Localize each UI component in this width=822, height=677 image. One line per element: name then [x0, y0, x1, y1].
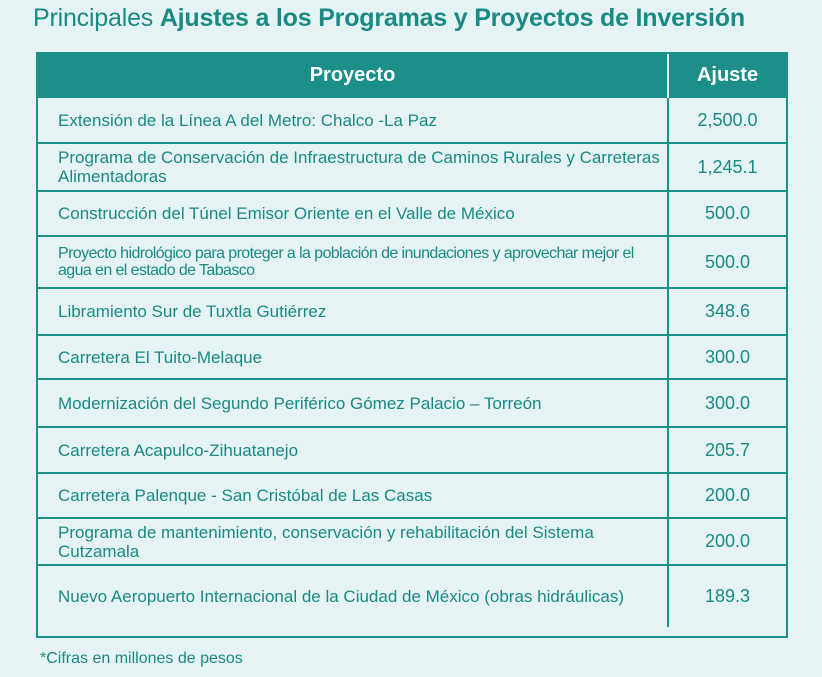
table-row [38, 97, 786, 143]
project-adjustment: 1,245.1 [668, 143, 786, 191]
project-name: Libramiento Sur de Tuxtla Gutiérrez [38, 288, 668, 335]
table-header-row [38, 54, 786, 97]
table-row [38, 143, 786, 191]
project-adjustment: 205.7 [668, 427, 786, 473]
project-name: Carretera Acapulco-Zihuatanejo [38, 427, 668, 473]
project-name: Proyecto hidrológico para proteger a la población de inundaciones y aprovechar mejor el agua en el estado de Tabasco [38, 236, 668, 288]
table-row [38, 427, 786, 473]
project-adjustment: 348.6 [668, 288, 786, 335]
table-row [38, 379, 786, 427]
title-bold: Ajustes a los Programas y Proyectos de Inversión [159, 4, 745, 32]
project-adjustment: 2,500.0 [668, 97, 786, 143]
project-name: Carretera Palenque - San Cristóbal de Las Casas [38, 473, 668, 518]
table-row [38, 335, 786, 379]
project-name: Programa de Conservación de Infraestructura de Caminos Rurales y Carreteras Alimentadoras [38, 143, 668, 191]
header-project: Proyecto [38, 54, 668, 97]
table-row [38, 518, 786, 565]
project-adjustment: 300.0 [668, 379, 786, 427]
project-adjustment: 200.0 [668, 518, 786, 565]
table-row [38, 236, 786, 288]
project-name: Modernización del Segundo Periférico Gómez Palacio – Torreón [38, 379, 668, 427]
project-adjustment: 200.0 [668, 473, 786, 518]
project-name: Extensión de la Línea A del Metro: Chalco -La Paz [38, 97, 668, 143]
project-name: Programa de mantenimiento, conservación y rehabilitación del Sistema Cutzamala [38, 518, 668, 565]
table-row [38, 473, 786, 518]
table-row [38, 191, 786, 236]
page-title [33, 4, 745, 33]
header-adjustment: Ajuste [668, 54, 786, 97]
project-name: Construcción del Túnel Emisor Oriente en el Valle de México [38, 191, 668, 236]
project-adjustment: 500.0 [668, 191, 786, 236]
table-row [38, 288, 786, 335]
project-adjustment: 189.3 [668, 565, 786, 627]
table-row [38, 565, 786, 627]
adjustments-table [36, 52, 788, 638]
project-name: Nuevo Aeropuerto Internacional de la Ciudad de México (obras hidráulicas) [38, 565, 668, 627]
project-adjustment: 500.0 [668, 236, 786, 288]
footnote: *Cifras en millones de pesos [40, 650, 243, 667]
title-prefix: Principales [33, 4, 154, 32]
project-name: Carretera El Tuito-Melaque [38, 335, 668, 379]
project-adjustment: 300.0 [668, 335, 786, 379]
